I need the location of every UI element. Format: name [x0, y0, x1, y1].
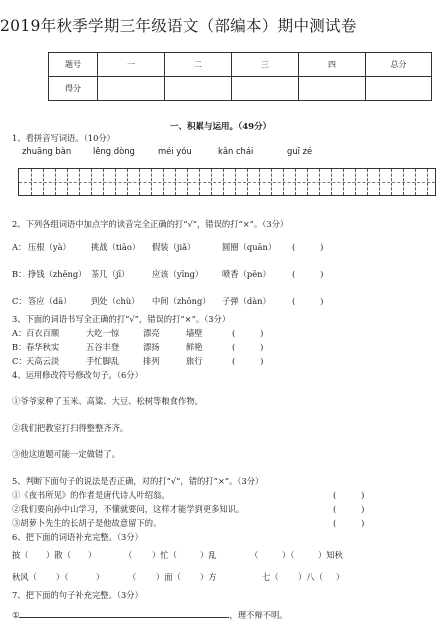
- word: 应该（yīng）: [152, 269, 204, 279]
- answer-blank[interactable]: ( ): [292, 296, 324, 306]
- question-6-prompt: 6、把下面的词语补充完整。（3分）: [12, 532, 143, 542]
- score-input-cell[interactable]: [232, 77, 299, 101]
- grid-cell[interactable]: [175, 169, 187, 195]
- word: 百衣百顺: [26, 328, 60, 338]
- word: 圆圈（quān）: [222, 242, 277, 252]
- score-input-cell[interactable]: [366, 77, 432, 101]
- word: 假装（jiǎ）: [152, 242, 196, 252]
- question-4-prompt: 4、运用修改符号修改句子。（6分）: [12, 370, 143, 380]
- score-header-cell: 题号: [49, 53, 98, 77]
- question-1-prompt: 1、看拼音写词语。（10分）: [12, 133, 115, 143]
- answer-blank[interactable]: ( ): [232, 342, 264, 352]
- grid-cell[interactable]: [55, 169, 67, 195]
- judgement-item: ③胡萝卜先生的长胡子是他故意留下的。: [12, 518, 162, 528]
- word: 喷香（pēn）: [222, 269, 271, 279]
- grid-cell[interactable]: [211, 169, 223, 195]
- word: 中间（zhōng）: [152, 296, 211, 306]
- word: 挣钱（zhēng）: [28, 269, 87, 279]
- idiom-part: ）八（: [298, 572, 323, 582]
- option-label: A：: [12, 242, 27, 252]
- grid-cell[interactable]: [391, 169, 403, 195]
- idiom-part: ）乱: [200, 550, 217, 560]
- grid-cell[interactable]: [31, 169, 43, 195]
- pinyin: guī zé: [287, 146, 313, 156]
- fill-sentence: [12, 609, 288, 621]
- word: 到处（chù）: [91, 296, 140, 306]
- sentence-item: ①爷爷家种了玉米、高粱、大豆、松树等粮食作物。: [12, 396, 203, 406]
- word: 大吃一惊: [86, 328, 120, 338]
- word: 挑战（tiāo）: [91, 242, 141, 252]
- option-label: B：: [12, 269, 27, 279]
- idiom-part: （: [124, 550, 133, 560]
- word: 墙壁: [186, 328, 203, 338]
- grid-cell[interactable]: [223, 169, 235, 195]
- grid-cell[interactable]: [331, 169, 343, 195]
- word: 漂扬: [143, 342, 160, 352]
- score-header-cell: 二: [165, 53, 232, 77]
- page-title: 2019年秋季学期三年级语文（部编本）期中测试卷: [0, 17, 357, 35]
- question-3-prompt: 3、下面的词语书写全正确的打“√”，错误的打“×”。（3分）: [12, 314, 231, 324]
- score-header-cell: 三: [232, 53, 299, 77]
- grid-cell[interactable]: [187, 169, 199, 195]
- word: 鲜艳: [186, 342, 203, 352]
- word: 手忙脚乱: [86, 356, 120, 366]
- grid-cell[interactable]: [259, 169, 271, 195]
- option-label: C：: [12, 296, 27, 306]
- grid-cell[interactable]: [115, 169, 127, 195]
- option-label: B：: [12, 342, 27, 352]
- grid-cell[interactable]: [271, 169, 283, 195]
- writing-grid[interactable]: [18, 168, 436, 196]
- word: 答应（dā）: [28, 296, 72, 306]
- score-header-cell: 一: [98, 53, 165, 77]
- word: 子弹（dàn）: [222, 296, 271, 306]
- word: 旅行: [186, 356, 203, 366]
- grid-cell[interactable]: [151, 169, 163, 195]
- grid-cell[interactable]: [103, 169, 115, 195]
- option-label: C：: [12, 356, 27, 366]
- grid-cell[interactable]: [343, 169, 355, 195]
- answer-blank[interactable]: ( ): [232, 328, 264, 338]
- idiom-part: ）面（: [156, 572, 181, 582]
- score-header-cell: 总分: [366, 53, 432, 77]
- option-label: A：: [12, 328, 27, 338]
- score-input-cell[interactable]: [165, 77, 232, 101]
- word: 茶几（jī）: [91, 269, 130, 279]
- question-5-prompt: 5、判断下面句子的说法是否正确，对的打“√”，错的打“×”。（3分）: [12, 476, 264, 486]
- score-input-cell[interactable]: [299, 77, 366, 101]
- grid-cell[interactable]: [415, 169, 427, 195]
- idiom-part: ）（: [56, 572, 69, 582]
- idiom-part: ）散（: [46, 550, 71, 560]
- answer-blank[interactable]: ( ): [333, 490, 365, 500]
- score-input-cell[interactable]: [98, 77, 165, 101]
- sentence-item: ②我们把教室打扫得整整齐齐。: [12, 423, 129, 433]
- section-title: 一、积累与运用。（49分）: [170, 122, 272, 132]
- sentence-item: ③他这道题可能一定做错了。: [12, 449, 120, 459]
- grid-cell[interactable]: [379, 169, 391, 195]
- answer-blank[interactable]: ( ): [292, 269, 324, 279]
- answer-line[interactable]: [19, 609, 229, 618]
- score-header-cell: 四: [299, 53, 366, 77]
- grid-cell[interactable]: [403, 169, 415, 195]
- idiom-part: 七（: [262, 572, 279, 582]
- word: 排列: [143, 356, 160, 366]
- grid-cell[interactable]: [139, 169, 151, 195]
- idiom-part: 披（: [12, 550, 29, 560]
- word: 漂亮: [143, 328, 160, 338]
- pinyin: méi yóu: [158, 146, 192, 156]
- question-2-prompt: 2、下列各组词语中加点字的读音完全正确的打“√”，错误的打“×”。（3分）: [12, 219, 289, 229]
- idiom-part: ）知秋: [318, 550, 343, 560]
- grid-cell[interactable]: [235, 169, 247, 195]
- grid-cell[interactable]: [43, 169, 55, 195]
- grid-cell[interactable]: [427, 169, 439, 195]
- idiom-part: ）方: [200, 572, 217, 582]
- grid-cell[interactable]: [355, 169, 367, 195]
- sentence-suffix: ，理不辩不明。: [229, 610, 288, 620]
- judgement-item: ②我们要向孙中山学习，不懂就要问，这样才能学到更多知识。: [12, 504, 245, 514]
- word: 五谷丰登: [86, 342, 120, 352]
- word: 春华秋实: [26, 342, 60, 352]
- word: 压根（yà）: [28, 242, 71, 252]
- idiom-part: ）（: [282, 550, 295, 560]
- grid-cell[interactable]: [283, 169, 295, 195]
- grid-cell[interactable]: [367, 169, 379, 195]
- grid-cell[interactable]: [79, 169, 91, 195]
- pinyin: lěng dòng: [93, 146, 135, 156]
- grid-cell[interactable]: [163, 169, 175, 195]
- idiom-part: ）: [336, 572, 345, 582]
- score-row-label: 得分: [49, 77, 98, 101]
- idiom-part: ）: [88, 550, 97, 560]
- grid-cell[interactable]: [67, 169, 79, 195]
- idiom-part: （: [250, 550, 259, 560]
- idiom-part: （: [128, 572, 137, 582]
- pinyin: kǎn chái: [218, 146, 254, 156]
- answer-blank[interactable]: ( ): [333, 504, 365, 514]
- grid-cell[interactable]: [307, 169, 319, 195]
- word: 天高云淡: [26, 356, 60, 366]
- answer-blank[interactable]: ( ): [232, 356, 264, 366]
- grid-cell[interactable]: [91, 169, 103, 195]
- grid-cell[interactable]: [319, 169, 331, 195]
- question-7-prompt: 7、把下面的句子补充完整。（3分）: [12, 590, 143, 600]
- item-number: ①: [12, 610, 20, 620]
- grid-cell[interactable]: [199, 169, 211, 195]
- idiom-part: ）忙（: [152, 550, 177, 560]
- answer-blank[interactable]: ( ): [292, 242, 324, 252]
- grid-cell[interactable]: [127, 169, 139, 195]
- score-table: [48, 52, 432, 101]
- grid-cell[interactable]: [247, 169, 259, 195]
- pinyin: zhuāng bàn: [22, 146, 72, 156]
- idiom-part: 秋风（: [12, 572, 37, 582]
- grid-cell[interactable]: [295, 169, 307, 195]
- idiom-part: ）: [96, 572, 105, 582]
- answer-blank[interactable]: ( ): [333, 518, 365, 528]
- judgement-item: ①《夜书所见》的作者是唐代诗人叶绍翁。: [12, 490, 170, 500]
